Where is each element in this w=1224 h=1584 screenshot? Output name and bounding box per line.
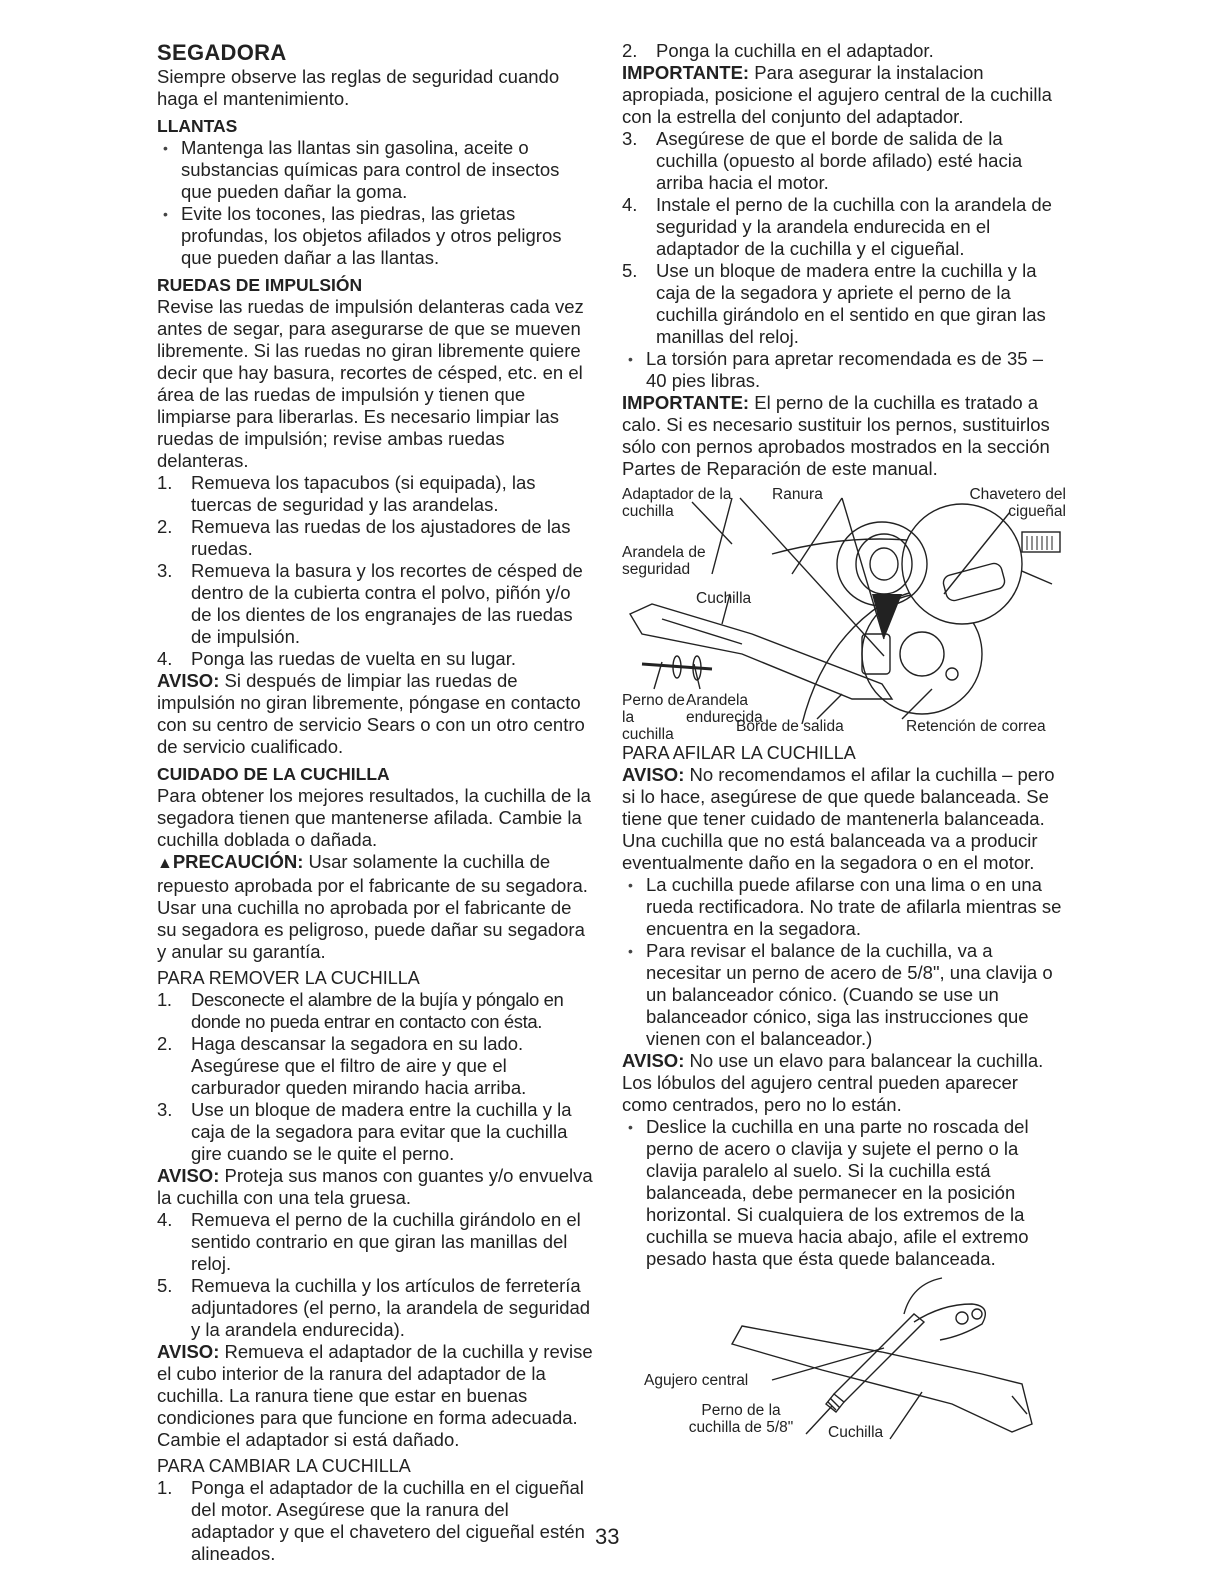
label-borde-salida: Borde de salida (736, 718, 844, 735)
intro-text: Siempre observe las reglas de seguridad cuando haga el mantenimiento. (157, 66, 560, 109)
important-note-1: IMPORTANTE: Para asegurar la instalacion apropiada, posicione el agujero central de la cuchilla con la estrella del conjunto del adaptador. (622, 62, 1052, 127)
blade-installation-figure (622, 484, 1066, 743)
important-note-2: IMPORTANTE: El perno de la cuchilla es tratado a calo. Si es necesario sustituir los pernos, sustituirlos sólo con pernos aprobados mostrados en la sección Partes de Reparación de este manual. (622, 392, 1050, 479)
heading-ruedas-impulsion: RUEDAS DE IMPULSIÓN (157, 275, 363, 295)
drive-wheels-step: 2. Remueva las ruedas de los ajustadores de las ruedas. (157, 516, 571, 559)
torque-bullet: • La torsión para apretar recomendada es de 35 – 40 pies libras. (622, 348, 1066, 392)
section-title-segadora: SEGADORA (157, 40, 287, 65)
blade-care-caution: ▲PRECAUCIÓN: Usar solamente la cuchilla de repuesto aprobada por el fabricante de su segadora. Usar una cuchilla no aprobada por el fabricante de su segadora es peligroso, puede dañar su segadora y anular su garantía. (157, 851, 588, 962)
drive-wheels-step: 4. Ponga las ruedas de vuelta en su lugar. (157, 648, 517, 669)
heading-afilar-cuchilla: PARA AFILAR LA CUCHILLA (622, 743, 856, 763)
label-chavetero: Chavetero del cigueñal (969, 486, 1066, 520)
label-cuchilla-balance: Cuchilla (828, 1424, 884, 1441)
tires-bullet: • Mantenga las llantas sin gasolina, aceite o substancias químicas para control de insectos que pueden dañar la goma. (157, 137, 595, 203)
tires-bullet: • Evite los tocones, las piedras, las grietas profundas, los objetos afilados y otros peligros que pueden dañar a las llantas. (157, 203, 595, 269)
heading-llantas: LLANTAS (157, 116, 238, 136)
replace-step: 1. Ponga el adaptador de la cuchilla en el cigueñal del motor. Asegúrese que la ranura del adaptador y que el chavetero del cigueñal estén alineados. (157, 1477, 585, 1564)
sharpen-bullet: • La cuchilla puede afilarse con una lima o en una rueda rectificadora. No trate de afilarla mientras se encuentra en la segadora. (622, 874, 1066, 940)
drive-wheels-text: Revise las ruedas de impulsión delanteras cada vez antes de segar, para asegurarse de que se mueven libremente. Si las ruedas no giran libremente quiere decir que hay basura, recortes de césped, etc. en el área de las ruedas de impulsión y tienen que limpiarse para liberarlas. Es necesario limpiar las ruedas de impulsión; revise ambas ruedas delanteras. (157, 296, 584, 471)
label-retencion-correa: Retención de correa (906, 718, 1046, 735)
remove-step: 4. Remueva el perno de la cuchilla girándolo en el sentido contrario en que giran las manillas del reloj. (157, 1209, 581, 1274)
blade-balance-figure (622, 1274, 1066, 1444)
remove-notice-2: AVISO: Remueva el adaptador de la cuchilla y revise el cubo interior de la ranura del adaptador de la cuchilla. La ranura tiene que estar en buenas condiciones para que funcione en forma adecuada. Cambie el adaptador si está dañado. (157, 1341, 593, 1450)
label-adaptador: Adaptador de la cuchilla (622, 486, 732, 520)
replace-step: 4. Instale el perno de la cuchilla con la arandela de seguridad y la arandela endurecida en el adaptador de la cuchilla y el cigueñal. (622, 194, 1052, 259)
label-perno: Perno de la cuchilla (622, 692, 685, 743)
remove-step: 3. Use un bloque de madera entre la cuchilla y la caja de la segadora para evitar que la cuchilla gire cuando se le quite el perno. (157, 1099, 572, 1164)
replace-step: 3. Asegúrese de que el borde de salida de la cuchilla (opuesto al borde afilado) esté hacia arriba hacia el motor. (622, 128, 1023, 193)
left-column (157, 40, 595, 1565)
label-agujero-central: Agujero central (644, 1372, 749, 1389)
remove-step: 2. Haga descansar la segadora en su lado. Asegúrese que el filtro de aire y que el carburador queden mirando hacia arriba. (157, 1033, 527, 1098)
drive-wheels-step: 1. Remueva los tapacubos (si equipada), las tuercas de seguridad y las arandelas. (157, 472, 536, 515)
page-number: 33 (595, 1524, 620, 1549)
heading-cambiar-cuchilla: PARA CAMBIAR LA CUCHILLA (157, 1456, 411, 1476)
remove-step: 5. Remueva la cuchilla y los artículos de ferretería adjuntadores (el perno, la arandela de seguridad y la arandela endurecida). (157, 1275, 591, 1340)
label-arandela-endurecida: Arandela endurecida (686, 692, 763, 726)
label-perno-5-8: Perno de la cuchilla de 5/8" (688, 1402, 794, 1436)
label-ranura: Ranura (772, 486, 823, 503)
blade-care-text: Para obtener los mejores resultados, la cuchilla de la segadora tienen que mantenerse afilada. Cambie la cuchilla doblada o dañada. (157, 785, 591, 850)
replace-step: 5. Use un bloque de madera entre la cuchilla y la caja de la segadora y apriete el perno de la cuchilla girándolo en el sentido en que giran las manillas del reloj. (622, 260, 1046, 347)
drive-wheels-notice: AVISO: Si después de limpiar las ruedas de impulsión no giran libremente, póngase en contacto con su centro de servicio Sears o con un otro centro de servicio cualificado. (157, 670, 585, 757)
right-column (622, 40, 1066, 1450)
warning-triangle-icon: ▲ (157, 855, 173, 872)
remove-step: 1. Desconecte el alambre de la bujía y póngalo en donde no pueda entrar en contacto con ésta. (157, 989, 564, 1032)
remove-notice-1: AVISO: Proteja sus manos con guantes y/o envuelva la cuchilla con una tela gruesa. (157, 1165, 593, 1208)
sharpen-notice-1: AVISO: No recomendamos el afilar la cuchilla – pero si lo hace, asegúrese de que quede balanceada. Se tiene que tener cuidado de mantenerla balanceada. Una cuchilla que no está balanceada va a producir eventualmente daño en la segadora o en el motor. (622, 764, 1055, 873)
heading-cuidado-cuchilla: CUIDADO DE LA CUCHILLA (157, 764, 390, 784)
label-cuchilla: Cuchilla (696, 590, 752, 607)
sharpen-bullet: • Para revisar el balance de la cuchilla, va a necesitar un perno de acero de 5/8", una clavija o un balanceador cónico. (Cuando se use un balanceador cónico, siga las instrucciones que vienen con el balanceador.) (622, 940, 1066, 1050)
sharpen-bullet: • Deslice la cuchilla en una parte no roscada del perno de acero o clavija y sujete el perno o la clavija paralelo al suelo. Si la cuchilla está balanceada, debe permanecer en la posición horizontal. Si cualquiera de los extremos de la cuchilla se mueva hacia abajo, afile el extremo pesado hasta que ésta quede balanceada. (622, 1116, 1066, 1270)
heading-remover-cuchilla: PARA REMOVER LA CUCHILLA (157, 968, 420, 988)
label-arandela-seguridad: Arandela de seguridad (622, 544, 706, 578)
drive-wheels-step: 3. Remueva la basura y los recortes de césped de dentro de la cubierta contra el polvo, piñón y/o de los dientes de los engranajes de las ruedas de impulsión. (157, 560, 583, 647)
sharpen-notice-2: AVISO: No use un elavo para balancear la cuchilla. Los lóbulos del agujero central pueden aparecer como centrados, pero no lo están. (622, 1050, 1044, 1115)
replace-step: 2. Ponga la cuchilla en el adaptador. (622, 40, 934, 61)
